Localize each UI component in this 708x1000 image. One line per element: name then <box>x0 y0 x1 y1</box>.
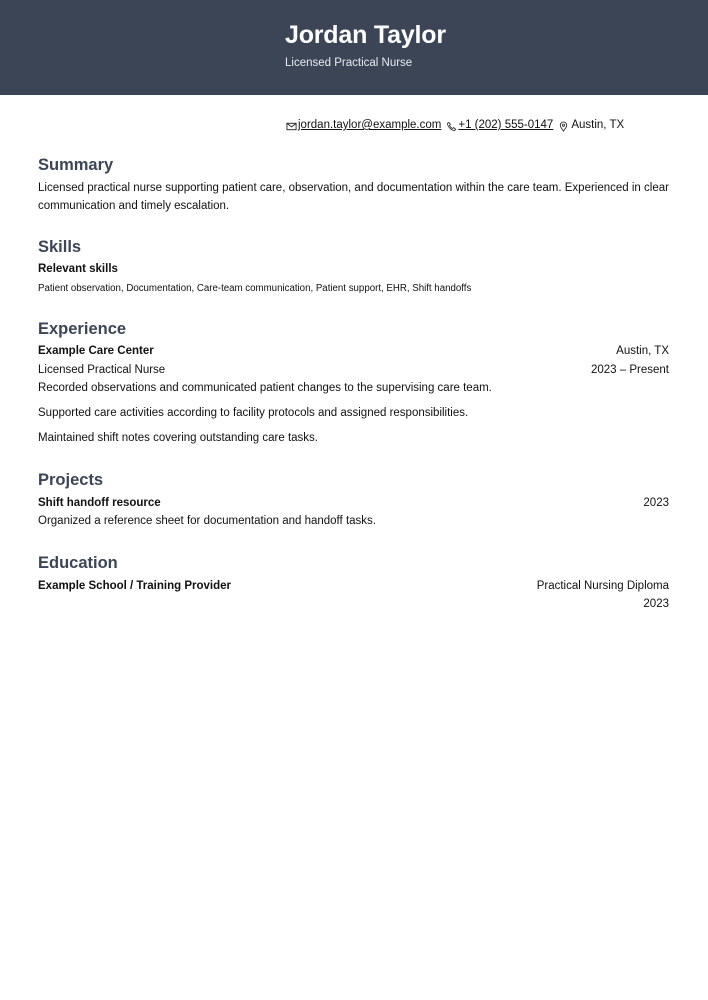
experience-heading: Experience <box>38 320 127 338</box>
location-text: Austin, TX <box>571 119 625 131</box>
experience-position: Licensed Practical Nurse <box>38 364 166 376</box>
candidate-role: Licensed Practical Nurse <box>285 57 413 69</box>
experience-location: Austin, TX <box>616 345 669 357</box>
phone-link[interactable]: +1 (202) 555-0147 <box>458 119 554 131</box>
summary-text: Licensed practical nurse supporting patient care, observation, and documentation within the care team. Experienced in clear communication and timely escalation. <box>38 182 669 212</box>
skills-subtitle: Relevant skills <box>38 263 118 275</box>
experience-bullet: Recorded observations and communicated patient changes to the supervising care team. <box>38 382 492 394</box>
location-pin-icon <box>558 121 569 132</box>
summary-heading: Summary <box>38 156 114 174</box>
experience-dates: 2023 – Present <box>590 364 669 376</box>
skills-list: Patient observation, Documentation, Care-team communication, Patient support, EHR, Shift handoffs <box>38 283 472 294</box>
education-credential: Practical Nursing Diploma <box>536 580 669 592</box>
phone-icon <box>446 121 457 132</box>
project-description: Organized a reference sheet for documentation and handoff tasks. <box>38 515 376 527</box>
mail-icon <box>286 121 297 132</box>
education-heading: Education <box>38 554 118 572</box>
resume-header <box>0 0 708 95</box>
contact-line <box>286 117 624 133</box>
email-link[interactable]: jordan.taylor@example.com <box>298 119 442 131</box>
candidate-name: Jordan Taylor <box>285 21 446 49</box>
project-name: Shift handoff resource <box>38 497 161 509</box>
project-year: 2023 <box>643 497 669 509</box>
projects-heading: Projects <box>38 471 104 489</box>
skills-heading: Skills <box>38 238 82 256</box>
education-year: 2023 <box>643 598 669 610</box>
experience-bullet: Maintained shift notes covering outstanding care tasks. <box>38 432 318 444</box>
experience-employer: Example Care Center <box>38 345 154 357</box>
education-school: Example School / Training Provider <box>38 580 231 592</box>
experience-bullet: Supported care activities according to facility protocols and assigned responsibilities. <box>38 407 469 419</box>
